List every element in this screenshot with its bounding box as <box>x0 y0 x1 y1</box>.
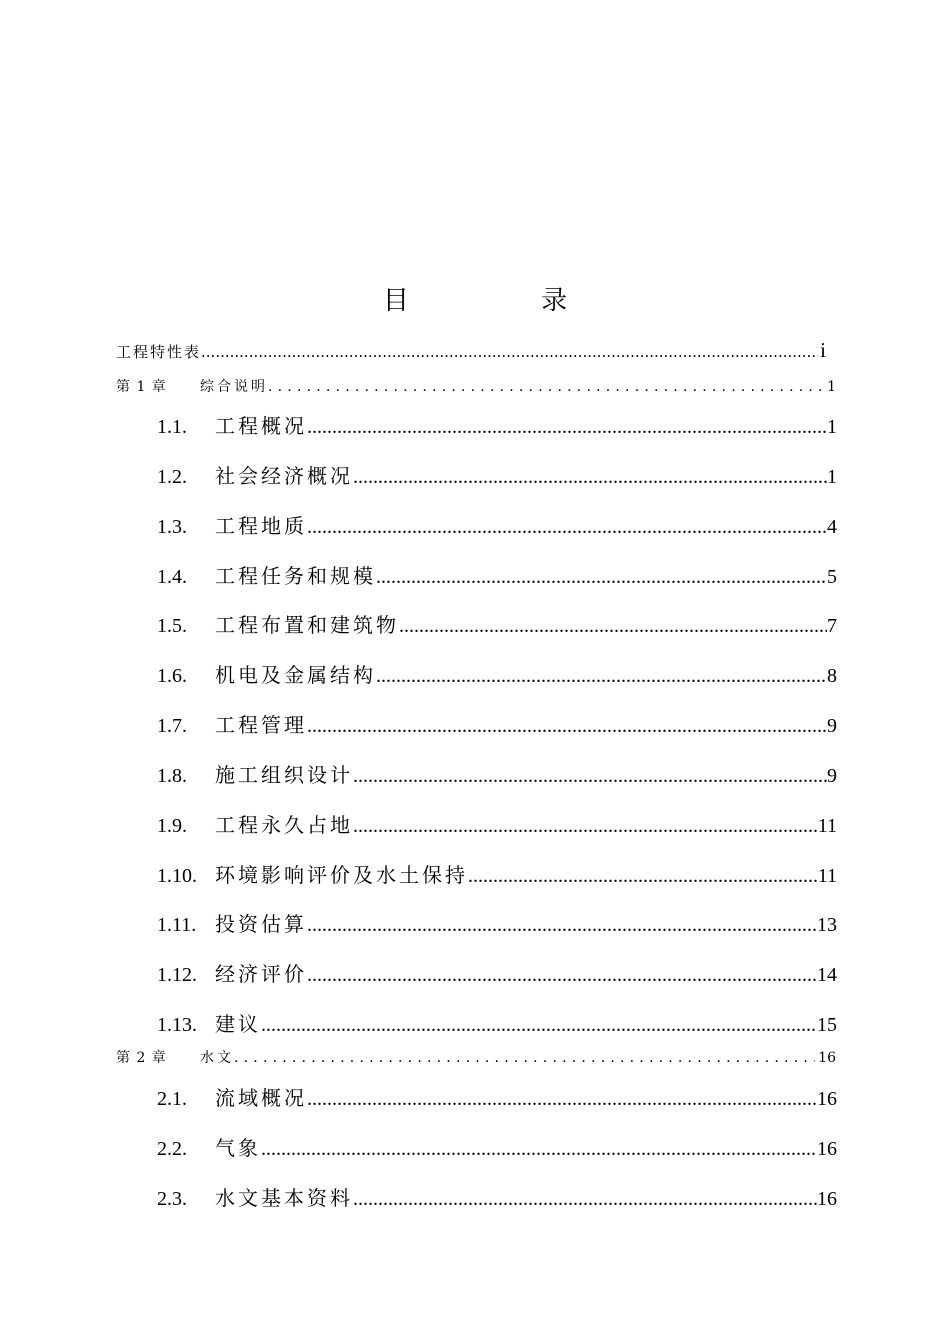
dot-leader <box>307 914 817 937</box>
toc-chapter-entry[interactable] <box>116 376 836 396</box>
toc-page-number: 15 <box>817 1014 837 1036</box>
toc-page-number: 11 <box>817 865 837 887</box>
section-title: 水文基本资料 <box>215 1186 353 1210</box>
toc-page-number: 13 <box>817 914 837 936</box>
toc-section-entry[interactable] <box>157 809 837 838</box>
dot-leader <box>376 665 827 688</box>
section-title: 机电及金属结构 <box>215 663 376 687</box>
toc-chapter-entry[interactable] <box>116 1047 836 1067</box>
section-title: 投资估算 <box>215 912 307 936</box>
section-title: 工程布置和建筑物 <box>215 613 399 637</box>
toc-section-entry[interactable] <box>157 510 837 539</box>
section-title: 工程地质 <box>215 514 307 538</box>
dot-leader <box>307 964 817 987</box>
section-title: 工程永久占地 <box>215 813 353 837</box>
section-title: 工程管理 <box>215 713 307 737</box>
dot-leader <box>468 865 818 888</box>
toc-entry-front-matter[interactable] <box>116 338 826 363</box>
section-number: 1.8. <box>157 765 187 787</box>
dot-leader <box>399 615 827 638</box>
chapter-title: 综合说明 <box>200 379 268 395</box>
dot-leader <box>201 343 818 361</box>
section-number: 1.10. <box>157 865 197 887</box>
section-number: 1.9. <box>157 815 187 837</box>
dot-leader <box>234 1050 815 1066</box>
page-title: 目 录 <box>382 286 630 316</box>
toc-page-number: i <box>820 338 826 362</box>
section-number: 1.7. <box>157 715 187 737</box>
section-number: 1.3. <box>157 516 187 538</box>
section-title: 环境影响评价及水土保持 <box>215 863 468 887</box>
toc-page-number: 14 <box>817 964 837 986</box>
toc-section-entry[interactable] <box>157 1008 837 1037</box>
toc-page-number: 9 <box>827 765 837 787</box>
dot-leader <box>307 516 827 539</box>
toc-section-entry[interactable] <box>157 908 837 937</box>
toc-page-number: 4 <box>827 516 837 538</box>
toc-section-entry[interactable] <box>157 759 837 788</box>
dot-leader <box>268 379 824 395</box>
toc-section-entry[interactable] <box>157 1082 837 1111</box>
dot-leader <box>353 765 827 788</box>
toc-section-entry[interactable] <box>157 659 837 688</box>
chapter-title: 水文 <box>200 1050 234 1066</box>
section-title: 社会经济概况 <box>215 464 353 488</box>
toc-section-entry[interactable] <box>157 560 837 589</box>
toc-page-number: 16 <box>817 1138 837 1160</box>
section-number: 1.5. <box>157 615 187 637</box>
section-number: 2.3. <box>157 1188 187 1210</box>
toc-section-entry[interactable] <box>157 709 837 738</box>
section-number: 2.1. <box>157 1088 187 1110</box>
toc-section-entry[interactable] <box>157 859 837 888</box>
toc-page-number: 16 <box>818 1050 836 1066</box>
toc-section-entry[interactable] <box>157 958 837 987</box>
dot-leader <box>376 566 827 589</box>
dot-leader <box>261 1138 817 1161</box>
toc-section-entry[interactable] <box>157 609 837 638</box>
toc-page-number: 1 <box>827 379 836 395</box>
dot-leader <box>307 715 827 738</box>
section-title: 气象 <box>215 1136 261 1160</box>
section-number: 1.2. <box>157 466 187 488</box>
chapter-number: 第 1 章 <box>116 379 167 395</box>
toc-section-entry[interactable] <box>157 1132 837 1161</box>
section-number: 2.2. <box>157 1138 187 1160</box>
section-title: 建议 <box>215 1012 261 1036</box>
toc-page-number: 1 <box>827 466 837 488</box>
dot-leader <box>353 466 827 489</box>
section-title: 经济评价 <box>215 962 307 986</box>
dot-leader <box>307 416 827 439</box>
chapter-number: 第 2 章 <box>116 1050 167 1066</box>
section-number: 1.11. <box>157 914 197 936</box>
section-title: 工程概况 <box>215 414 307 438</box>
toc-page-number: 7 <box>827 615 837 637</box>
toc-page-number: 11 <box>817 815 837 837</box>
toc-page-number: 16 <box>817 1088 837 1110</box>
toc-section-entry[interactable] <box>157 410 837 439</box>
toc-entry-label: 工程特性表 <box>116 343 202 361</box>
toc-page-number: 5 <box>827 566 837 588</box>
toc-page-number: 1 <box>827 416 837 438</box>
dot-leader <box>261 1014 817 1037</box>
section-title: 工程任务和规模 <box>215 564 376 588</box>
toc-page-number: 8 <box>827 665 837 687</box>
toc-page-number: 16 <box>817 1188 837 1210</box>
toc-section-entry[interactable] <box>157 460 837 489</box>
dot-leader <box>353 815 818 838</box>
section-number: 1.12. <box>157 964 197 986</box>
section-number: 1.6. <box>157 665 187 687</box>
section-number: 1.13. <box>157 1014 197 1036</box>
section-title: 施工组织设计 <box>215 763 353 787</box>
toc-page-number: 9 <box>827 715 837 737</box>
section-number: 1.1. <box>157 416 187 438</box>
section-title: 流域概况 <box>215 1086 307 1110</box>
dot-leader <box>353 1188 817 1211</box>
section-number: 1.4. <box>157 566 187 588</box>
toc-section-entry[interactable] <box>157 1182 837 1211</box>
dot-leader <box>307 1088 817 1111</box>
